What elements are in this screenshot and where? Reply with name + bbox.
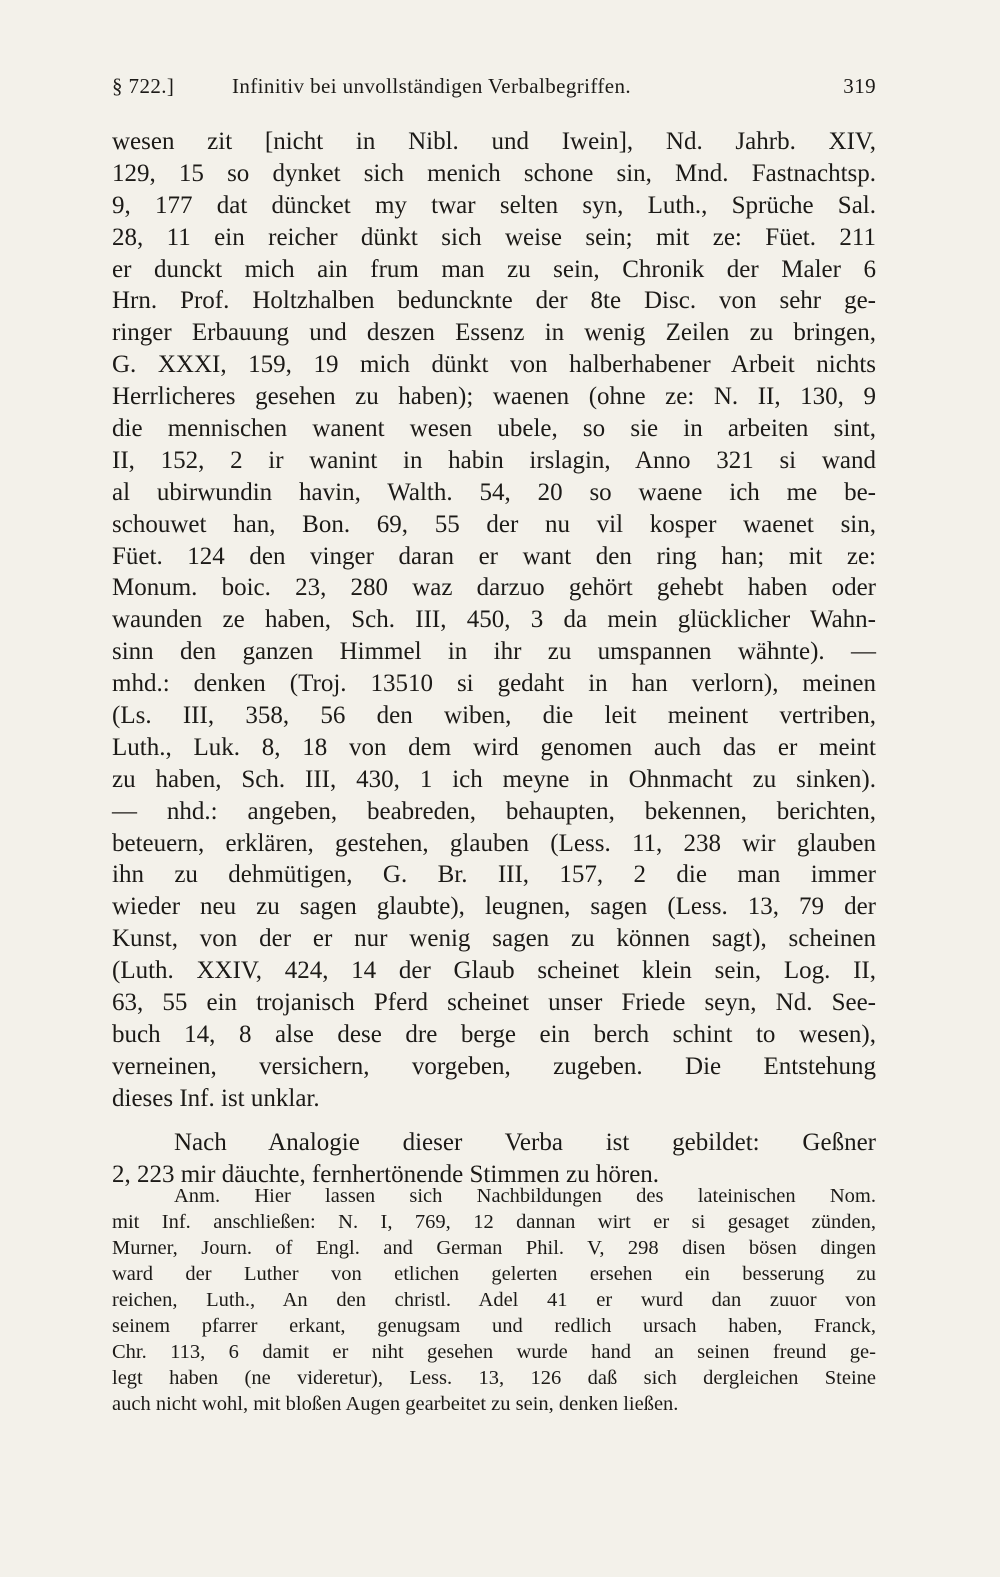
note-line: reichen, Luth., An den christl. Adel 41 er wurd dan zuuor von <box>112 1289 876 1311</box>
text-line: er dunckt mich ain frum man zu sein, Chronik der Maler 6 <box>112 255 876 283</box>
text-line: zu haben, Sch. III, 430, 1 ich meyne in Ohnmacht zu sinken). <box>112 765 876 793</box>
text-line: — nhd.: angeben, beabreden, behaupten, bekennen, berichten, <box>112 797 876 825</box>
text-line: Kunst, von der er nur wenig sagen zu können sagt), scheinen <box>112 925 876 953</box>
text-line: buch 14, 8 alse dese dre berge ein berch schint to wesen), <box>112 1020 876 1048</box>
section-number: § 722.] <box>112 74 175 98</box>
paragraph-1 <box>112 126 876 1115</box>
paragraph-gap <box>112 1115 876 1127</box>
text-line: 63, 55 ein trojanisch Pferd scheinet unser Friede seyn, Nd. See- <box>112 989 876 1017</box>
text-line: dieses Inf. ist unklar. <box>112 1084 320 1112</box>
text-line: schouwet han, Bon. 69, 55 der nu vil kosper waenet sin, <box>112 510 876 538</box>
text-line: Monum. boic. 23, 280 waz darzuo gehört gehebt haben oder <box>112 574 876 602</box>
text-line: (Ls. III, 358, 56 den wiben, die leit meinent vertriben, <box>112 702 876 730</box>
text-line: verneinen, versichern, vorgeben, zugeben. Die Entstehung <box>112 1052 876 1080</box>
running-title: Infinitiv bei unvollständigen Verbalbegriffen. <box>232 74 632 98</box>
text-line: 28, 11 ein reicher dünkt sich weise sein; mit ze: Füet. 211 <box>112 223 876 251</box>
text-line: wesen zit [nicht in Nibl. und Iwein], Nd. Jahrb. XIV, <box>112 128 876 155</box>
text-line: Herrlicheres gesehen zu haben); waenen (ohne ze: N. II, 130, 9 <box>112 383 876 411</box>
note-line: legt haben (ne videretur), Less. 13, 126 daß sich dergleichen Steine <box>112 1367 876 1389</box>
text-line: al ubirwundin havin, Walth. 54, 20 so waene ich me be- <box>112 478 876 506</box>
text-line: (Luth. XXIV, 424, 14 der Glaub scheinet klein sein, Log. II, <box>112 957 876 985</box>
text-line: mhd.: denken (Troj. 13510 si gedaht in han verlorn), meinen <box>112 670 876 698</box>
note-line: mit Inf. anschließen: N. I, 769, 12 dannan wirt er si gesaget zünden, <box>112 1211 876 1233</box>
text-line: Füet. 124 den vinger daran er want den ring han; mit ze: <box>112 542 876 570</box>
note-line: Anm. Hier lassen sich Nachbildungen des lateinischen Nom. <box>174 1185 876 1207</box>
text-line: Hrn. Prof. Holtzhalben beduncknte der 8te Disc. von sehr ge- <box>112 287 876 315</box>
text-line: ringer Erbauung und deszen Essenz in wenig Zeilen zu bringen, <box>112 319 876 347</box>
text-line: 129, 15 so dynket sich menich schone sin, Mnd. Fastnachtsp. <box>112 159 876 187</box>
text-line: sinn den ganzen Himmel in ihr zu umspannen wähnte). — <box>112 638 876 666</box>
text-line: die mennischen wanent wesen ubele, so sie in arbeiten sint, <box>112 415 876 443</box>
text-line: Nach Analogie dieser Verba ist gebildet: Geßner <box>174 1128 876 1156</box>
text-line: II, 152, 2 ir wanint in habin irslagin, Anno 321 si wand <box>112 446 876 474</box>
note-line: seinem pfarrer erkant, genugsam und redlich ursach haben, Franck, <box>112 1315 876 1337</box>
text-line: G. XXXI, 159, 19 mich dünkt von halberhabener Arbeit nichts <box>112 351 876 379</box>
annotation-note <box>112 1183 876 1417</box>
note-line: Chr. 113, 6 damit er niht gesehen wurde hand an seinen freund ge- <box>112 1341 876 1363</box>
paragraph-2 <box>112 1127 876 1191</box>
text-line: wieder neu zu sagen glaubte), leugnen, sagen (Less. 13, 79 der <box>112 893 876 921</box>
text-line: waunden ze haben, Sch. III, 450, 3 da mein glücklicher Wahn- <box>112 606 876 634</box>
page-number: 319 <box>843 74 876 98</box>
running-header <box>112 74 876 104</box>
note-line: auch nicht wohl, mit bloßen Augen gearbeitet zu sein, denken ließen. <box>112 1393 679 1415</box>
text-line: 9, 177 dat düncket my twar selten syn, Luth., Sprüche Sal. <box>112 191 876 219</box>
text-line: ihn zu dehmütigen, G. Br. III, 157, 2 die man immer <box>112 861 876 889</box>
text-line: beteuern, erklären, gestehen, glauben (Less. 11, 238 wir glauben <box>112 829 876 857</box>
text-line: 2, 223 mir däuchte, fernhertönende Stimmen zu hören. <box>112 1160 660 1188</box>
text-line: Luth., Luk. 8, 18 von dem wird genomen auch das er meint <box>112 733 876 761</box>
note-line: ward der Luther von etlichen gelerten ersehen ein besserung zu <box>112 1263 876 1285</box>
note-line: Murner, Journ. of Engl. and German Phil. V, 298 disen bösen dingen <box>112 1237 876 1259</box>
main-text <box>112 126 876 1190</box>
